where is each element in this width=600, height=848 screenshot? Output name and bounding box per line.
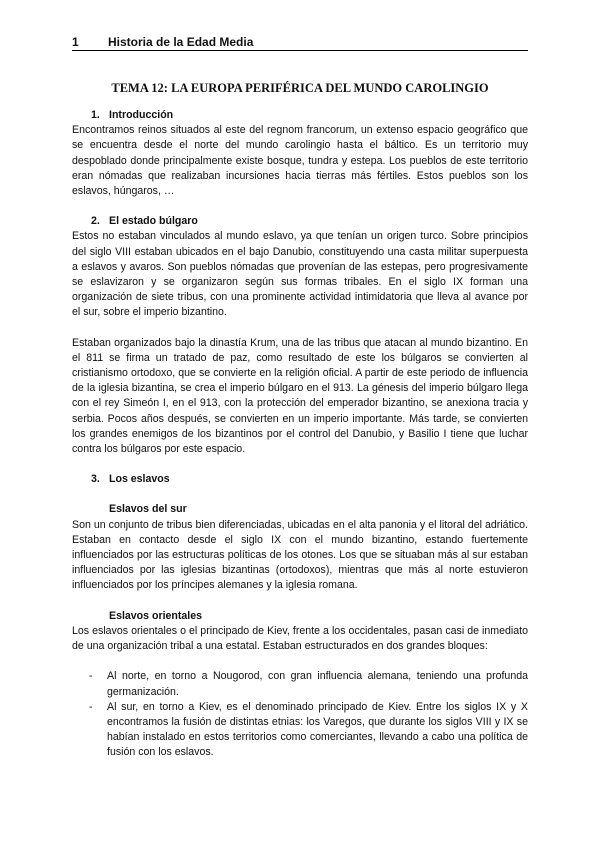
page-header [72, 35, 528, 51]
paragraph-bulgaro-2: Estaban organizados bajo la dinastía Krum, una de las tribus que atacan al mundo bizantino. En el 811 se firma un tratado de paz, como resultado de este los búlgaros se convierten al cristianismo ortodoxo, que se convierte en la religión oficial. A partir de este periodo de influencia de la iglesia bizantina, se crea el imperio búlgaro en el 913. La génesis del imperio búlgaro llega con el rey Simeón I, en el 913, con la protección del emperador bizantino, se anexiona tracia y serbia. Pocos años después, se convierten en un imperio importante. Más tarde, se convierten los grandes enemigos de los bizantinos por el control del Danubio, y Basilio I tiene que luchar contra los búlgaros por este espacio. [72, 336, 528, 456]
list-item [72, 669, 528, 699]
list-item-text: Al norte, en torno a Nougorod, con gran influencia alemana, teniendo una profunda germanización. [107, 670, 528, 698]
paragraph-introduccion: Encontramos reinos situados al este del regnom francorum, un extenso espacio geográfico que se encuentra desde el norte del mundo carolingio hasta el báltico. Es un territorio muy despoblado donde principalmente existe bosque, tundra y estepa. Los pueblos de este territorio eran nómadas que realizaban incursiones hacia tierras más fértiles. Estos pueblos son los eslavos, húngaros, … [72, 124, 528, 198]
document-body [72, 108, 528, 761]
paragraph-bulgaro-1: Estos no estaban vinculados al mundo eslavo, ya que tenían un origen turco. Sobre principios del siglo VIII estaban ubicados en el bajo Danubio, constituyendo una casta militar superpuesta a eslavos y avaros. Son pueblos nómadas que provenían de las estepas, pero progresivamente se eslavizaron y se organizaron según sus formas tribales. En el siglo IX forman una organización de siete tribus, con una prominente actividad intimidatoria que lleva al avance por el sur, sobre el imperio bizantino. [72, 230, 528, 319]
list-item [72, 700, 528, 761]
section-title: Los eslavos [109, 473, 170, 486]
section-number: 2. [91, 215, 100, 228]
bullet-list [72, 669, 528, 760]
list-item-text: Al sur, en torno a Kiev, es el denominado principado de Kiev. Entre los siglos IX y X encontramos la fusión de distintas etnias: los Varegos, que durante los siglos VIII y IX se habían instalado en estos territorios como comerciantes, llevando a cabo una política de fusión con los eslavos. [107, 700, 528, 759]
document-title: TEMA 12: LA EUROPA PERIFÉRICA DEL MUNDO CAROLINGIO [111, 81, 489, 95]
section-number: 1. [91, 109, 100, 121]
paragraph-eslavos-sur: Son un conjunto de tribus bien diferenciadas, ubicadas en el alta panonia y el litoral del adriático. Estaban en contacto desde el siglo IX con el mundo bizantino, estando fuertemente influenciados por las estructuras políticas de los otones. Los que se situaban más al sur estaban influenciados por las iglesias bizantinas (ortodoxos), mientras que más al norte estuvieron influenciados por los príncipes alemanes y la iglesia romana. [72, 518, 528, 592]
section-heading-eslavos [72, 472, 528, 487]
section-title: El estado búlgaro [109, 215, 198, 228]
dash-bullet: - [89, 670, 93, 683]
section-number: 3. [91, 473, 100, 486]
dash-bullet: - [89, 700, 93, 713]
section-heading-introduccion [72, 108, 528, 123]
page-number: 1 [72, 35, 79, 49]
running-title: Historia de la Edad Media [108, 35, 254, 49]
subsection-heading-eslavos-sur: Eslavos del sur [109, 503, 187, 516]
section-title: Introducción [109, 109, 174, 121]
paragraph-eslavos-orientales: Los eslavos orientales o el principado de Kiev, frente a los occidentales, pasan casi de inmediato de una organización tribal a una estatal. Estaban estructurados en dos grandes bloques: [72, 624, 528, 653]
subsection-heading-eslavos-orientales: Eslavos orientales [109, 609, 203, 622]
section-heading-estado-bulgaro [72, 214, 528, 229]
